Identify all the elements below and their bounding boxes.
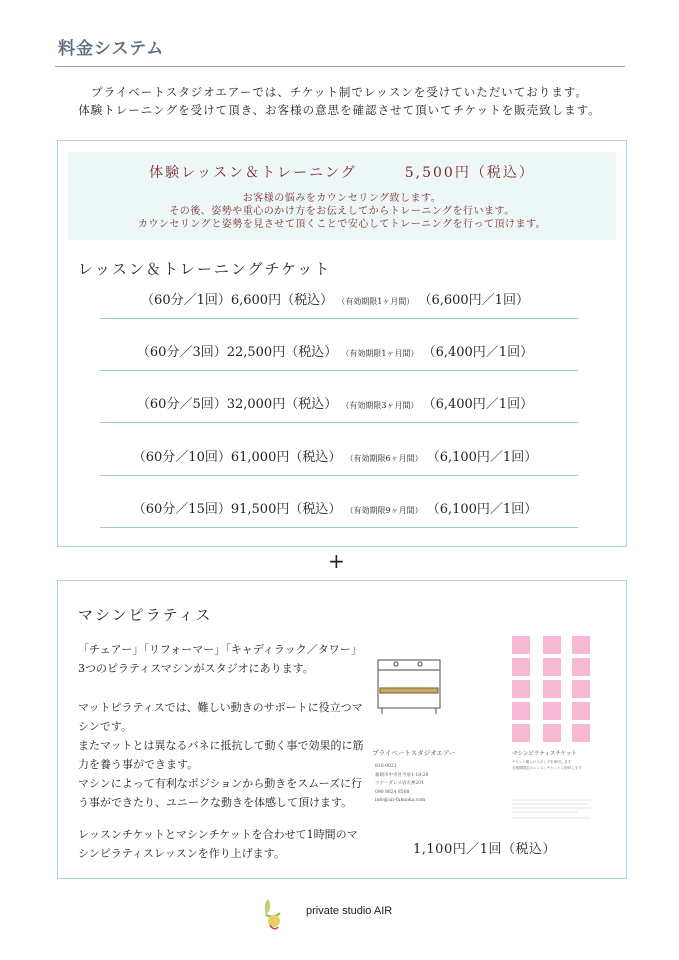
tickets-heading: レッスン＆トレーニングチケット bbox=[78, 260, 332, 278]
row-divider bbox=[100, 370, 578, 371]
ticket-plan: （60分／1回）6,600円（税込） bbox=[141, 293, 334, 308]
machine-heading: マシンピラティス bbox=[78, 606, 213, 624]
machine-price: 1,100円／1回（税込） bbox=[413, 842, 556, 857]
studio-email: info@air-fukuoka.com bbox=[375, 798, 426, 803]
ticket-per-session: （6,400円／1回） bbox=[422, 345, 534, 360]
ticket-per-session: （6,400円／1回） bbox=[422, 397, 534, 412]
ticket-row bbox=[100, 289, 578, 319]
studio-postal: 810-0021 bbox=[375, 764, 397, 769]
intro-line-1: プライベートスタジオエアーでは、チケット制でレッスンを受けていただいております。 bbox=[91, 85, 588, 99]
ticket-validity: （有効期限1ヶ月間） bbox=[341, 349, 419, 358]
ticket-row bbox=[100, 341, 578, 371]
stamp-card-line: 全期間限定のレッスンチケットに押印します bbox=[512, 766, 582, 770]
title-divider bbox=[55, 66, 625, 67]
row-divider bbox=[100, 318, 578, 319]
row-divider bbox=[100, 475, 578, 476]
stamp-card-line: チケット購入のスタンプを押印します bbox=[512, 760, 572, 764]
ticket-validity: （有効期限6ヶ月間） bbox=[345, 454, 423, 463]
brand-name: private studio AIR bbox=[306, 905, 393, 917]
ticket-plan: （60分／5回）32,000円（税込） bbox=[136, 397, 338, 412]
trial-desc-3: カウンセリングと姿勢を見させて頂くことで安心してトレーニングを行って頂けます。 bbox=[137, 219, 547, 230]
ticket-per-session: （6,600円／1回） bbox=[418, 293, 529, 308]
trial-desc-2: その後、姿勢や重心のかけ方をお伝えしてからトレーニングを行います。 bbox=[169, 206, 515, 217]
ticket-per-session: （6,100円／1回） bbox=[426, 502, 538, 517]
ticket-validity: （有効期限3ヶ月間） bbox=[341, 401, 419, 410]
trial-title: 体験レッスン＆トレーニング 5,500円（税込） bbox=[149, 165, 535, 181]
page-title: 料金システム bbox=[58, 39, 165, 59]
machine-paragraph: マットピラティスでは、難しい動きのサポートに役立つマシンです。 bbox=[78, 701, 363, 734]
studio-building: ツナーダレス岩天神201 bbox=[375, 781, 424, 786]
studio-name: プライベートスタジオエアー bbox=[372, 749, 456, 757]
studio-phone: 090 8624 8508 bbox=[375, 790, 410, 795]
machine-paragraph: またマットとは異なるバネに抵抗して動く事で効果的に筋力を養う事ができます。 bbox=[78, 739, 364, 772]
stamp-card-title: マシンピラティスチケット bbox=[512, 751, 577, 757]
studio-logo-icon bbox=[254, 893, 294, 933]
machine-paragraph: 「チェアー」「リフォーマー」「キャディラック／タワー」3つのピラティスマシンがスタジオにあります。 bbox=[78, 643, 362, 676]
ticket-plan: （60分／10回）61,000円（税込） bbox=[132, 450, 342, 465]
ticket-row bbox=[100, 498, 578, 528]
studio-address: 福岡市中央区今泉1-18-29 bbox=[375, 773, 429, 778]
ticket-per-session: （6,100円／1回） bbox=[426, 450, 538, 465]
row-divider bbox=[100, 527, 578, 528]
machine-paragraph: マシンによって有利なポジションから動きをスムーズに行う事ができたり、ユニークな動きを体感して頂けます。 bbox=[78, 777, 363, 810]
trial-desc-1: お客様の悩みをカウンセリング致します。 bbox=[242, 193, 442, 204]
row-divider bbox=[100, 422, 578, 423]
ticket-row bbox=[100, 393, 578, 423]
ticket-validity: （有効期限9ヶ月間） bbox=[345, 506, 423, 515]
plus-sign: + bbox=[328, 549, 345, 573]
ticket-plan: （60分／3回）22,500円（税込） bbox=[136, 345, 338, 360]
ticket-row bbox=[100, 446, 578, 476]
stamp-card-image bbox=[508, 632, 598, 822]
trial-lesson-banner bbox=[68, 152, 616, 240]
machine-paragraph: レッスンチケットとマシンチケットを合わせて1時間のマシンピラティスレッスンを作り上げます。 bbox=[78, 828, 358, 861]
ticket-validity: （有効期限1ヶ月間） bbox=[337, 297, 415, 306]
intro-line-2: 体験トレーニングを受けて頂き、お客様の意思を確認させて頂いてチケットを販売致します。 bbox=[78, 103, 601, 117]
ticket-plan: （60分／15回）91,500円（税込） bbox=[132, 502, 342, 517]
